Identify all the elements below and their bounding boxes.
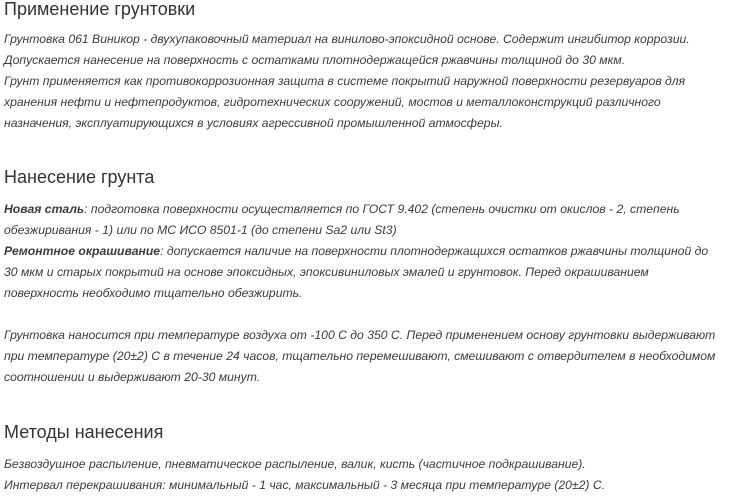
application-body bbox=[4, 29, 728, 134]
new-steel-line: обезжиривания - 1) или по МС ИСО 8501-1 (до степени Sa2 или St3) bbox=[4, 223, 397, 237]
application-line: Допускается нанесение на поверхность с остатками плотнодержащейся ржавчины толщиной до 30 мкм. bbox=[4, 53, 626, 67]
temperature-paragraph bbox=[4, 325, 728, 388]
section-applying bbox=[4, 167, 728, 388]
methods-body bbox=[4, 454, 728, 496]
new-steel-text: : подготовка поверхности осуществляется по ГОСТ 9.402 (степень очистки от окислов - 2, степень bbox=[84, 202, 680, 216]
applying-body bbox=[4, 199, 728, 388]
methods-line: Интервал перекрашивания: минимальный - 1 час, максимальный - 3 месяца при температуре (20±2) С. bbox=[4, 478, 606, 492]
application-line: Грунтовка 061 Виникор - двухупаковочный материал на винилово-эпоксидной основе. Содержит ингибитор коррозии. bbox=[4, 32, 690, 46]
new-steel-label: Новая сталь bbox=[4, 202, 85, 216]
temperature-line: Грунтовка наносится при температуре воздуха от -100 С до 350 С. Перед применением основу грунтовки выдерживают bbox=[4, 328, 716, 342]
section-title-application: Применение грунтовки bbox=[4, 0, 196, 19]
temperature-line: при температуре (20±2) С в течение 24 часов, тщательно перемешивают, смешивают с отвердителем в необходимом bbox=[4, 349, 716, 363]
repair-text: : допускается наличие на поверхности плотнодержащихся остатков ржавчины толщиной до bbox=[160, 244, 709, 258]
section-title-applying: Нанесение грунта bbox=[4, 167, 155, 187]
repair-line: 30 мкм и старых покрытий на основе эпоксидных, эпоксивиниловых эмалей и грунтовок. Перед окрашиванием bbox=[4, 265, 649, 279]
section-title-methods: Методы нанесения bbox=[4, 422, 164, 442]
new-steel-paragraph bbox=[4, 199, 728, 220]
temperature-line: соотношении и выдерживают 20-30 минут. bbox=[4, 370, 261, 384]
repair-paragraph bbox=[4, 241, 728, 262]
methods-line: Безвоздушное распыление, пневматическое распыление, валик, кисть (частичное подкрашивание). bbox=[4, 457, 586, 471]
repair-label: Ремонтное окрашивание bbox=[4, 244, 161, 258]
section-methods bbox=[4, 422, 728, 496]
repair-line: поверхность необходимо тщательно обезжирить. bbox=[4, 286, 303, 300]
application-line: назначения, эксплуатирующихся в условиях агрессивной промышленной атмосферы. bbox=[4, 116, 503, 130]
application-line: хранения нефти и нефтепродуктов, гидротехнических сооружений, мостов и металлоконструкций различного bbox=[4, 95, 661, 109]
section-application bbox=[4, 0, 728, 134]
application-line: Грунт применяется как противокоррозионная защита в системе покрытий наружной поверхности резервуаров для bbox=[4, 74, 686, 88]
